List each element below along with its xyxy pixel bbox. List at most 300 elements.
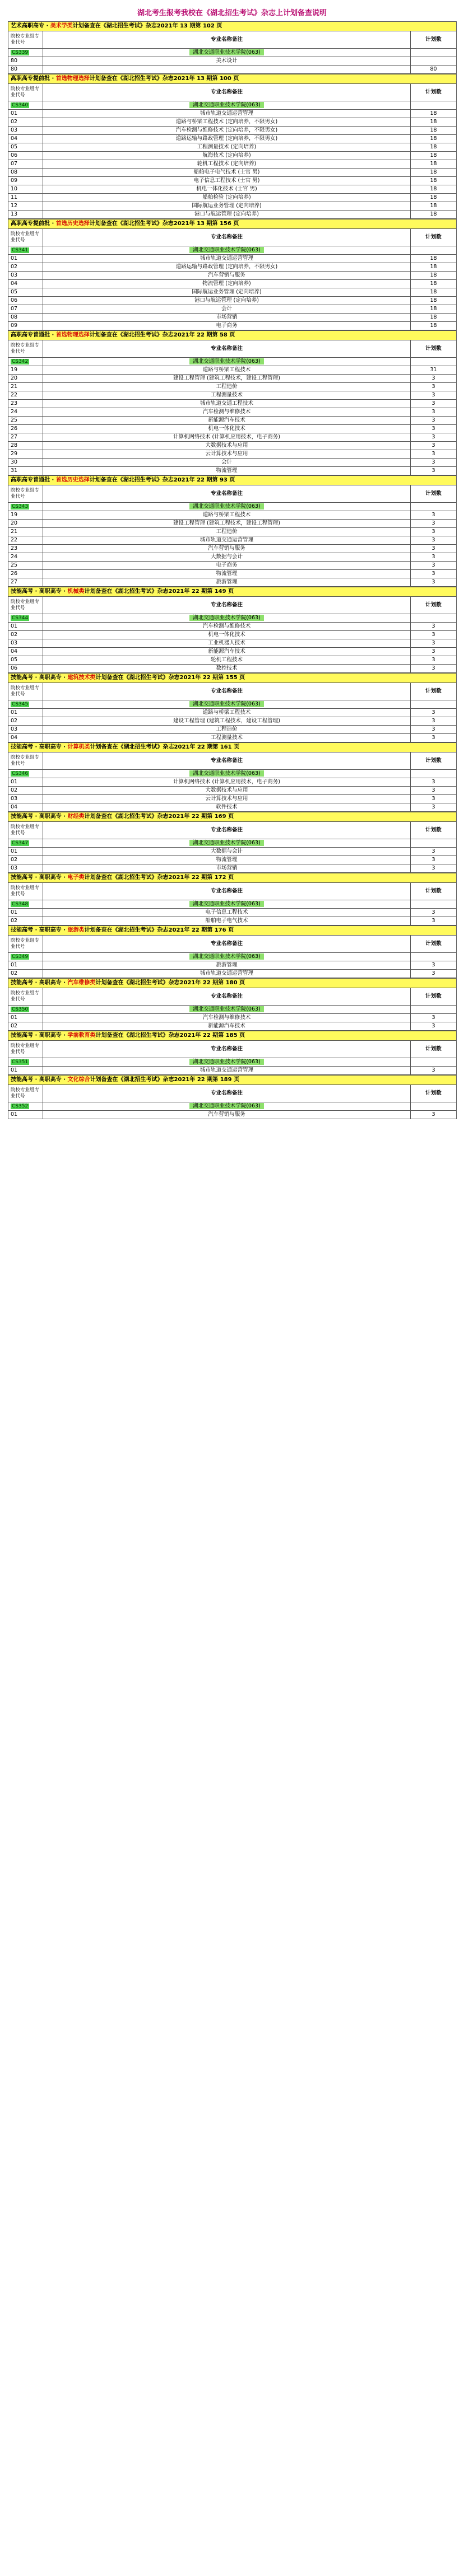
plan-count: 3 [411,665,457,673]
major-name: 城市轨道交通工程技术 [43,400,411,408]
school-name: 湖北交通职业技术学院(063) [189,1006,264,1012]
major-code: 06 [8,152,43,160]
plan-count: 3 [411,961,457,970]
batch-header [8,1076,457,1085]
column-header-name: 专业名称备注 [43,229,411,246]
school-count-cell [411,1006,457,1014]
column-header-row [8,340,457,358]
major-name: 建设工程管理 (建筑工程技术，建设工程管理) [43,375,411,383]
major-code: 03 [8,864,43,873]
school-code-cell [8,1102,43,1111]
page [8,0,456,1119]
table-row [8,433,457,442]
batch-source: 计划备查在《湖北招生考试》杂志2021年 22 期第 185 页 [95,1032,245,1039]
major-code: 02 [8,917,43,925]
school-code: CS352 [12,1104,29,1109]
major-name: 工业机器人技术 [43,639,411,648]
major-name: 物流管理 [43,467,411,475]
column-header-code: 院校专业组专业代号 [8,597,43,614]
major-code: 19 [8,366,43,375]
table-row [8,639,457,648]
school-row [8,900,457,909]
column-header-code: 院校专业组专业代号 [8,752,43,770]
school-code-cell [8,1058,43,1067]
school-row [8,49,457,57]
school-name: 湖北交通职业技术学院(063) [189,102,264,108]
batch-kind: 文化综合 [67,1077,90,1083]
school-code-cell [8,101,43,110]
table-row [8,383,457,391]
school-row [8,246,457,255]
column-header-code: 院校专业组专业代号 [8,988,43,1006]
column-header-row [8,597,457,614]
batch-header-cell [8,219,457,229]
major-name: 城市轨道交通运营管理 [43,255,411,263]
major-name: 航海技术 (定向培养) [43,152,411,160]
batch-kind: 首选历史选择 [55,477,90,483]
table-row [8,459,457,467]
column-header-row [8,936,457,953]
table-row [8,856,457,864]
major-name: 道路与桥梁工程技术 [43,511,411,520]
major-name: 国际航运业务管理 (定向培养) [43,202,411,211]
major-code: 24 [8,553,43,562]
major-name: 机电一体化技术 [43,425,411,433]
major-code: 07 [8,305,43,314]
column-header-name: 专业名称备注 [43,683,411,700]
major-name: 计算机网络技术 (计算机应用技术，电子商务) [43,433,411,442]
major-code: 20 [8,375,43,383]
plan-count: 3 [411,631,457,639]
major-name: 新能源汽车技术 [43,417,411,425]
major-code: 80 [8,57,43,66]
school-name: 湖北交通职业技术学院(063) [189,1059,264,1065]
plan-count: 3 [411,520,457,528]
table-row [8,648,457,656]
major-code: 27 [8,578,43,587]
plan-count: 18 [411,280,457,288]
major-code: 05 [8,143,43,152]
table-row [8,288,457,297]
batch-header-cell [8,743,457,752]
plan-count: 3 [411,656,457,665]
plan-table [8,1075,457,1119]
school-row [8,700,457,709]
column-header-row [8,485,457,503]
school-name: 湖北交通职业技术学院(063) [189,901,264,907]
batch-header-cell [8,926,457,936]
major-code: 02 [8,787,43,795]
major-code: 01 [8,623,43,631]
plan-count: 18 [411,127,457,135]
column-header-count: 计划数 [411,822,457,839]
column-header-count: 计划数 [411,1041,457,1058]
school-name-cell [43,839,411,848]
batch-header [8,743,457,752]
major-name: 城市轨道交通运营管理 [43,970,411,978]
batch-kind: 财经类 [67,814,85,820]
plan-count: 18 [411,288,457,297]
column-header-name: 专业名称备注 [43,822,411,839]
table-row [8,118,457,127]
plan-count: 3 [411,417,457,425]
table-row [8,803,457,812]
plan-count: 3 [411,639,457,648]
table-row [8,194,457,202]
major-code: 04 [8,803,43,812]
plan-count [411,57,457,66]
plan-count: 3 [411,391,457,400]
plan-table [8,475,457,587]
plan-table [8,587,457,673]
batch-source: 计划备查在《湖北招生考试》杂志2021年 22 期第 93 页 [89,477,235,483]
plan-count: 3 [411,803,457,812]
major-name: 市场营销 [43,314,411,322]
school-name-cell [43,246,411,255]
column-header-name: 专业名称备注 [43,485,411,503]
plan-count: 18 [411,152,457,160]
table-row [8,536,457,545]
school-name: 湖北交通职业技术学院(063) [189,615,264,621]
plan-count: 18 [411,263,457,272]
batch-kind: 学前教育类 [67,1032,96,1039]
batch-header [8,476,457,485]
major-code: 12 [8,202,43,211]
batch-header [8,812,457,822]
school-count-cell [411,614,457,623]
school-count-cell [411,358,457,366]
major-code: 01 [8,1067,43,1075]
plan-table [8,673,457,742]
major-code: 20 [8,520,43,528]
batch-header-cell [8,476,457,485]
major-code: 09 [8,177,43,185]
table-row [8,970,457,978]
major-name: 汽车检测与维修技术 [43,623,411,631]
table-row [8,280,457,288]
table-row [8,366,457,375]
table-row [8,143,457,152]
column-header-count: 计划数 [411,1085,457,1102]
school-code: CS346 [12,771,29,777]
table-row [8,961,457,970]
batch-header-cell [8,1076,457,1085]
batch-prefix: 高职高专普通批 · [11,332,56,338]
batch-prefix: 高职高专提前批 · [11,221,56,227]
school-row [8,614,457,623]
school-count-cell [411,770,457,778]
major-name: 电子信息工程技术 (士官 男) [43,177,411,185]
school-row [8,1058,457,1067]
table-row [8,185,457,194]
batch-prefix: 技能高考 · 高职高专 · [11,927,68,933]
major-name: 工程造价 [43,726,411,734]
major-code: 03 [8,795,43,803]
major-name: 城市轨道交通运营管理 [43,536,411,545]
table-row [8,1111,457,1119]
school-name-cell [43,101,411,110]
plan-count: 3 [411,734,457,742]
column-header-row [8,1085,457,1102]
major-name: 云计算技术与应用 [43,450,411,459]
school-row [8,770,457,778]
plan-count: 18 [411,202,457,211]
major-code: 30 [8,459,43,467]
column-header-row [8,752,457,770]
school-name: 湖北交通职业技术学院(063) [189,247,264,253]
school-code: CS339 [12,50,29,55]
plan-count: 18 [411,143,457,152]
batch-source: 计划备查在《湖北招生考试》杂志2021年 22 期第 189 页 [90,1077,240,1083]
plan-count: 18 [411,297,457,305]
batch-kind: 美术学类 [50,23,73,29]
major-name: 汽车营销与服务 [43,545,411,553]
major-name: 船舶检验 (定向培养) [43,194,411,202]
plan-count: 3 [411,578,457,587]
plan-count: 3 [411,864,457,873]
school-name: 湖北交通职业技术学院(063) [189,503,264,509]
major-name: 大数据与会计 [43,553,411,562]
major-name: 机电一体化技术 (士官 男) [43,185,411,194]
table-row [8,305,457,314]
major-name: 机电一体化技术 [43,631,411,639]
school-name-cell [43,614,411,623]
school-count-cell [411,246,457,255]
plan-count: 3 [411,511,457,520]
column-header-code: 院校专业组专业代号 [8,822,43,839]
plan-count: 3 [411,450,457,459]
table-row [8,709,457,717]
batch-kind: 首选物理选择 [55,76,90,82]
column-header-code: 院校专业组专业代号 [8,31,43,49]
batch-header-cell [8,1031,457,1041]
column-header-count: 计划数 [411,883,457,900]
table-row [8,570,457,578]
table-row [8,314,457,322]
major-code: 22 [8,536,43,545]
major-code: 01 [8,1014,43,1022]
plan-count: 3 [411,970,457,978]
column-header-code: 院校专业组专业代号 [8,1085,43,1102]
school-count-cell [411,700,457,709]
plan-table [8,978,457,1031]
column-header-name: 专业名称备注 [43,988,411,1006]
column-header-name: 专业名称备注 [43,1085,411,1102]
plan-table [8,74,457,219]
major-code: 04 [8,648,43,656]
column-header-row [8,988,457,1006]
table-row [8,511,457,520]
plan-count: 3 [411,408,457,417]
major-name: 工程测量技术 [43,734,411,742]
plan-count: 31 [411,366,457,375]
major-name: 汽车营销与服务 [43,272,411,280]
column-header-count: 计划数 [411,485,457,503]
column-header-code: 院校专业组专业代号 [8,84,43,101]
major-name: 电子商务 [43,322,411,330]
batch-prefix: 技能高考 · 高职高专 · [11,1032,68,1039]
column-header-count: 计划数 [411,683,457,700]
column-header-count: 计划数 [411,340,457,358]
major-name: 电子信息工程技术 [43,909,411,917]
plan-table [8,742,457,812]
school-name: 湖北交通职业技术学院(063) [189,1103,264,1109]
column-header-code: 院校专业组专业代号 [8,883,43,900]
major-name: 工程测量技术 [43,391,411,400]
major-name: 汽车检测与维修技术 (定向培养，不限男女) [43,127,411,135]
table-row [8,553,457,562]
batch-header [8,979,457,988]
plan-table [8,21,457,74]
plan-count: 3 [411,562,457,570]
school-code-cell [8,358,43,366]
major-name: 计算机网络技术 (计算机应用技术，电子商务) [43,778,411,787]
plan-count: 80 [411,66,457,74]
school-name: 湖北交通职业技术学院(063) [189,953,264,960]
table-row [8,152,457,160]
batch-source: 计划备查在《湖北招生考试》杂志2021年 22 期第 180 页 [95,980,245,986]
column-header-count: 计划数 [411,936,457,953]
table-row [8,631,457,639]
major-name: 云计算技术与应用 [43,795,411,803]
school-code-cell [8,900,43,909]
column-header-name: 专业名称备注 [43,1041,411,1058]
table-row [8,467,457,475]
school-row [8,953,457,961]
plan-count: 18 [411,211,457,219]
major-code: 07 [8,160,43,169]
batch-source: 计划备查在《湖北招生考试》杂志2021年 22 期第 149 页 [84,588,234,595]
major-code: 23 [8,545,43,553]
major-code: 04 [8,280,43,288]
major-code: 06 [8,665,43,673]
table-row [8,127,457,135]
major-name: 道路运输与路政管理 (定向培养，不限男女) [43,135,411,143]
major-name: 船舶电子电气技术 [43,917,411,925]
column-header-row [8,822,457,839]
batch-header [8,674,457,683]
page-title: 湖北考生报考我校在《湖北招生考试》杂志上计划备查说明 [137,9,327,17]
major-name: 城市轨道交通运营管理 [43,1067,411,1075]
batch-prefix: 技能高考 · 高职高专 · [11,588,68,595]
major-code: 01 [8,961,43,970]
batch-prefix: 技能高考 · 高职高专 · [11,675,68,681]
column-header-code: 院校专业组专业代号 [8,229,43,246]
school-name: 湖北交通职业技术学院(063) [189,770,264,777]
major-code: 01 [8,778,43,787]
column-header-name: 专业名称备注 [43,597,411,614]
batch-source: 计划备查在《湖北招生考试》杂志2021年 22 期第 169 页 [84,814,234,820]
batch-prefix: 艺术高职高专 · [11,23,50,29]
batch-header [8,926,457,936]
column-header-row [8,1041,457,1058]
school-name-cell [43,1102,411,1111]
plan-table [8,330,457,475]
column-header-name: 专业名称备注 [43,84,411,101]
major-name: 旅游管理 [43,578,411,587]
major-name: 数控技术 [43,665,411,673]
table-row [8,717,457,726]
major-name: 物流管理 [43,570,411,578]
table-row [8,211,457,219]
batch-header-cell [8,587,457,597]
major-name: 旅游管理 [43,961,411,970]
column-header-count: 计划数 [411,988,457,1006]
batch-header [8,331,457,340]
major-name: 船舶电子电气技术 (士官 男) [43,169,411,177]
major-code: 06 [8,297,43,305]
school-name-cell [43,358,411,366]
school-code-cell [8,700,43,709]
major-name: 港口与航运管理 (定向培养) [43,297,411,305]
column-header-count: 计划数 [411,31,457,49]
major-code: 02 [8,263,43,272]
table-row [8,255,457,263]
major-code: 28 [8,442,43,450]
column-header-row [8,883,457,900]
major-code: 02 [8,970,43,978]
batch-kind: 旅游类 [67,927,85,933]
batch-source: 计划备查在《湖北招生考试》杂志2021年 22 期第 161 页 [90,744,240,750]
plan-count: 18 [411,185,457,194]
plan-count: 3 [411,553,457,562]
major-name: 物流管理 (定向培养) [43,280,411,288]
plan-tables [8,21,456,1119]
batch-header-cell [8,873,457,883]
batch-header-cell [8,74,457,84]
major-code: 26 [8,425,43,433]
school-name-cell [43,953,411,961]
table-row [8,562,457,570]
plan-count: 18 [411,160,457,169]
major-name: 道路运输与路政管理 (定向培养，不限男女) [43,263,411,272]
school-count-cell [411,900,457,909]
column-header-name: 专业名称备注 [43,936,411,953]
batch-header [8,74,457,84]
major-code: 03 [8,639,43,648]
school-name-cell [43,700,411,709]
batch-source: 计划备查在《湖北招生考试》杂志2021年 13 期第 102 页 [72,23,222,29]
batch-header [8,22,457,31]
school-row [8,1006,457,1014]
batch-source: 计划备查在《湖北招生考试》杂志2021年 22 期第 172 页 [84,875,234,881]
batch-header [8,587,457,597]
batch-source: 计划备查在《湖北招生考试》杂志2021年 22 期第 155 页 [95,675,245,681]
batch-kind: 首选历史选择 [55,221,90,227]
major-name: 工程造价 [43,383,411,391]
school-code-cell [8,49,43,57]
table-row [8,110,457,118]
column-header-name: 专业名称备注 [43,752,411,770]
column-header-row [8,683,457,700]
major-code: 01 [8,909,43,917]
batch-prefix: 技能高考 · 高职高专 · [11,744,68,750]
major-code: 21 [8,528,43,536]
major-code: 01 [8,1111,43,1119]
major-code: 25 [8,562,43,570]
batch-source: 计划备查在《湖北招生考试》杂志2021年 13 期第 100 页 [89,76,239,82]
batch-source: 计划备查在《湖北招生考试》杂志2021年 13 期第 156 页 [89,221,239,227]
major-name: 工程测量技术 (定向培养) [43,143,411,152]
school-row [8,358,457,366]
plan-count: 18 [411,305,457,314]
major-name: 轮机工程技术 [43,656,411,665]
major-name: 电子商务 [43,562,411,570]
table-row [8,787,457,795]
batch-header-cell [8,331,457,340]
column-header-code: 院校专业组专业代号 [8,683,43,700]
major-code: 10 [8,185,43,194]
